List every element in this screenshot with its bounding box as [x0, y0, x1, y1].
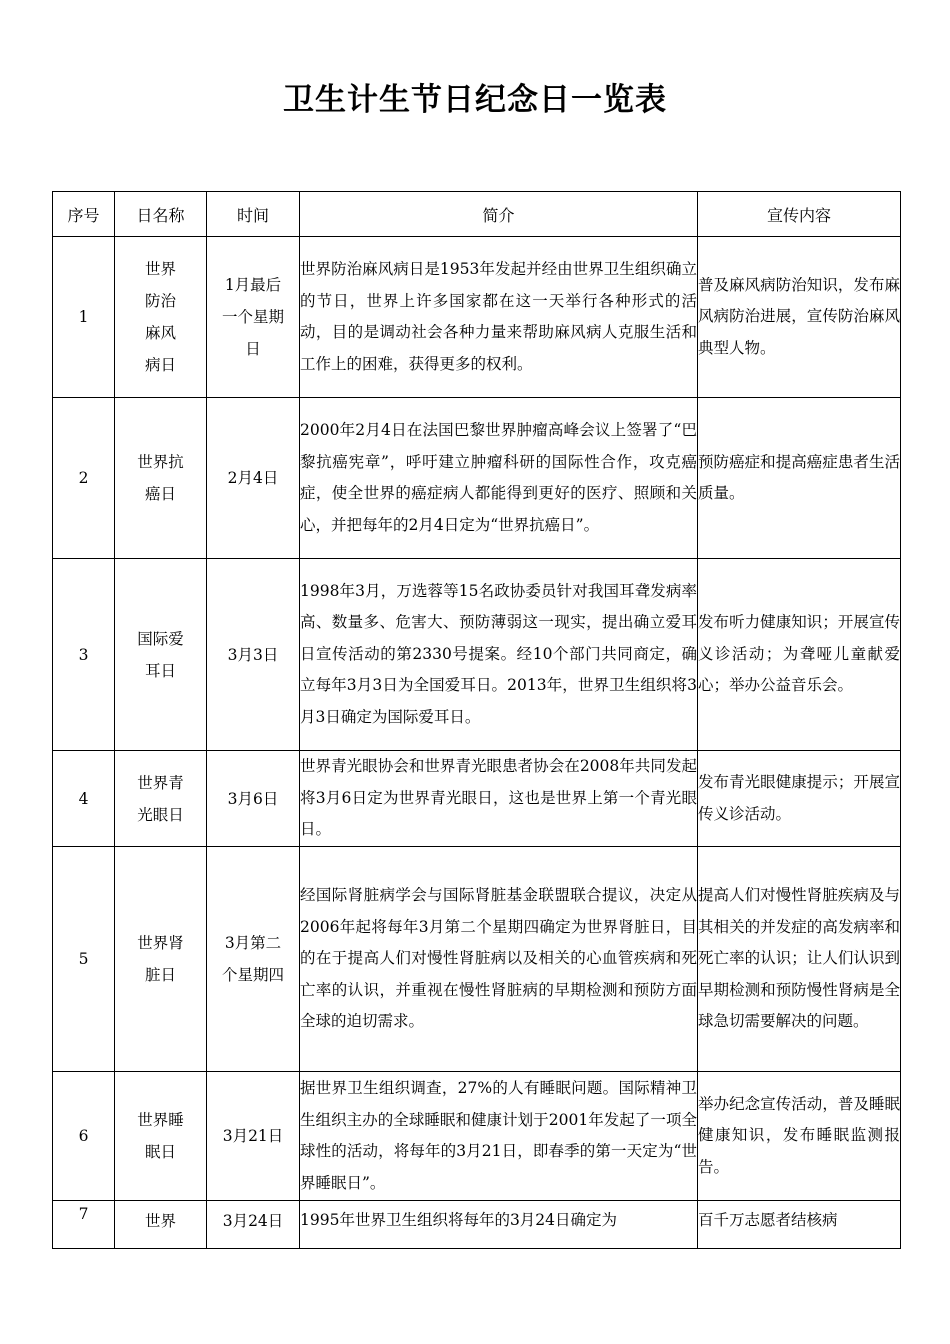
- day-time: 3月3日: [207, 559, 300, 751]
- day-promo: 预防癌症和提高癌症患者生活质量。: [698, 398, 901, 559]
- row-number: 2: [53, 398, 115, 559]
- day-intro: 1995年世界卫生组织将每年的3月24日确定为: [300, 1201, 698, 1249]
- header-no: 序号: [53, 192, 115, 237]
- day-intro: 世界防治麻风病日是1953年发起并经由世界卫生组织确立的节日，世界上许多国家都在这一天举行各种形式的活动，目的是调动社会各种力量来帮助麻风病人克服生活和工作上的困难，获得更多的权利。: [300, 237, 698, 398]
- row-number: 3: [53, 559, 115, 751]
- day-intro: 1998年3月，万选蓉等15名政协委员针对我国耳聋发病率高、数量多、危害大、预防薄弱这一现实，提出确立爱耳日宣传活动的第2330号提案。经10个部门共同商定，确立每年3月3日为全国爱耳日。2013年，世界卫生组织将3月3日确定为国际爱耳日。: [300, 559, 698, 751]
- header-time: 时间: [207, 192, 300, 237]
- day-promo: 发布青光眼健康提示；开展宣传义诊活动。: [698, 751, 901, 847]
- header-intro: 简介: [300, 192, 698, 237]
- row-number: 4: [53, 751, 115, 847]
- table-row: [53, 559, 901, 751]
- day-time: 3月24日: [207, 1201, 300, 1249]
- row-number: 7: [53, 1201, 115, 1249]
- day-name: 世界肾 脏日: [115, 847, 207, 1072]
- day-promo: 百千万志愿者结核病: [698, 1201, 901, 1249]
- day-time: 3月第二 个星期四: [207, 847, 300, 1072]
- row-number: 5: [53, 847, 115, 1072]
- table-row: [53, 1072, 901, 1201]
- table-header-row: [53, 192, 901, 237]
- day-name: 世界抗 癌日: [115, 398, 207, 559]
- table-row: [53, 1201, 901, 1249]
- day-time: 3月6日: [207, 751, 300, 847]
- header-name: 日名称: [115, 192, 207, 237]
- day-name: 世界睡 眠日: [115, 1072, 207, 1201]
- day-name: 世界青 光眼日: [115, 751, 207, 847]
- table-row: [53, 398, 901, 559]
- day-time: 2月4日: [207, 398, 300, 559]
- day-promo: 提高人们对慢性肾脏疾病及与其相关的并发症的高发病率和死亡率的认识；让人们认识到早期检测和预防慢性肾病是全球急切需要解决的问题。: [698, 847, 901, 1072]
- day-name: 世界 防治 麻风 病日: [115, 237, 207, 398]
- table-row: [53, 847, 901, 1072]
- day-promo: 普及麻风病防治知识，发布麻风病防治进展，宣传防治麻风典型人物。: [698, 237, 901, 398]
- day-name: 国际爱 耳日: [115, 559, 207, 751]
- table-row: [53, 751, 901, 847]
- day-intro: 经国际肾脏病学会与国际肾脏基金联盟联合提议，决定从2006年起将每年3月第二个星期四确定为世界肾脏日，目的在于提高人们对慢性肾脏病以及相关的心血管疾病和死亡率的认识，并重视在慢性肾脏病的早期检测和预防方面全球的迫切需求。: [300, 847, 698, 1072]
- day-promo: 发布听力健康知识；开展宣传义诊活动；为聋哑儿童献爱心；举办公益音乐会。: [698, 559, 901, 751]
- row-number: 1: [53, 237, 115, 398]
- table-row: [53, 237, 901, 398]
- day-intro: 据世界卫生组织调查，27%的人有睡眠问题。国际精神卫生组织主办的全球睡眠和健康计划于2001年发起了一项全球性的活动，将每年的3月21日，即春季的第一天定为“世界睡眠日”。: [300, 1072, 698, 1201]
- day-intro: 世界青光眼协会和世界青光眼患者协会在2008年共同发起将3月6日定为世界青光眼日，这也是世界上第一个青光眼日。: [300, 751, 698, 847]
- holiday-table: [52, 191, 901, 1249]
- day-promo: 举办纪念宣传活动，普及睡眠健康知识，发布睡眠监测报告。: [698, 1072, 901, 1201]
- day-time: 1月最后 一个星期 日: [207, 237, 300, 398]
- row-number: 6: [53, 1072, 115, 1201]
- day-time: 3月21日: [207, 1072, 300, 1201]
- day-name: 世界: [115, 1201, 207, 1249]
- day-intro: 2000年2月4日在法国巴黎世界肿瘤高峰会议上签署了“巴黎抗癌宪章”，呼吁建立肿瘤科研的国际性合作，攻克癌症，使全世界的癌症病人都能得到更好的医疗、照顾和关心，并把每年的2月4日定为“世界抗癌日”。: [300, 398, 698, 559]
- header-promo: 宣传内容: [698, 192, 901, 237]
- page-title: 卫生计生节日纪念日一览表: [283, 82, 667, 118]
